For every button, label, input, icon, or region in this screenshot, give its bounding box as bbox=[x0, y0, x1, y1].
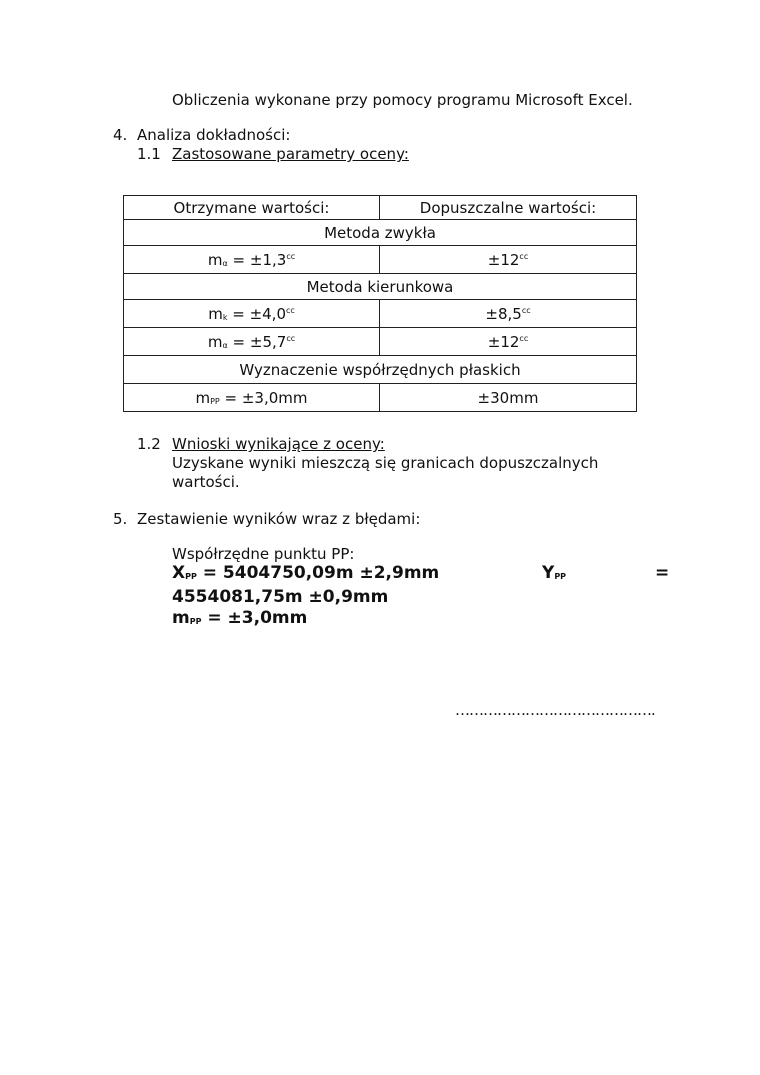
section-5-number: 5. bbox=[113, 510, 128, 528]
table-row bbox=[124, 300, 637, 328]
table-row bbox=[124, 384, 637, 412]
table-group-row bbox=[124, 274, 637, 300]
signature-line: ……………………………………. bbox=[455, 701, 655, 719]
group-title: Wyznaczenie współrzędnych płaskich bbox=[124, 356, 637, 384]
parameters-table bbox=[123, 195, 637, 412]
mean-error: $m_{PP} = \pm 3,0mm$ bbox=[172, 608, 308, 628]
subsection-1-1-number: 1.1 bbox=[137, 145, 161, 163]
header-received: Otrzymane wartości: bbox=[124, 196, 380, 220]
subsection-1-1-title: Zastosowane parametry oceny: bbox=[172, 145, 409, 163]
allowed-value: $\pm 12^{cc}$ bbox=[380, 328, 637, 356]
allowed-value: $\pm 12^{cc}$ bbox=[380, 246, 637, 274]
conclusion-line-1: Uzyskane wyniki mieszczą się granicach dopuszczalnych bbox=[172, 454, 599, 472]
y-equals-sign: = bbox=[655, 563, 670, 583]
received-value: $m_\alpha = \pm 5,7^{cc}$ bbox=[124, 328, 380, 356]
section-4-title: Analiza dokładności: bbox=[137, 126, 291, 144]
table-header-row bbox=[124, 196, 637, 220]
table-row bbox=[124, 328, 637, 356]
allowed-value: ±30mm bbox=[380, 384, 637, 412]
x-coordinate: $X_{PP} = 5404750,09m \pm 2,9mm$ bbox=[172, 563, 440, 583]
section-4-number: 4. bbox=[113, 126, 128, 144]
received-value: $m_{PP} = \pm 3,0mm$ bbox=[124, 384, 380, 412]
table-group-row bbox=[124, 356, 637, 384]
received-value: $m_\alpha = \pm 1,3^{cc}$ bbox=[124, 246, 380, 274]
group-title: Metoda kierunkowa bbox=[124, 274, 637, 300]
table-group-row bbox=[124, 220, 637, 246]
coordinates-label: Współrzędne punktu PP: bbox=[172, 545, 355, 563]
subsection-1-2-number: 1.2 bbox=[137, 435, 161, 453]
subsection-1-2-title: Wnioski wynikające z oceny: bbox=[172, 435, 385, 453]
y-coordinate-value: 4554081,75m ±0,9mm bbox=[172, 587, 389, 607]
intro-text: Obliczenia wykonane przy pomocy programu Microsoft Excel. bbox=[172, 91, 633, 109]
section-5-title: Zestawienie wyników wraz z błędami: bbox=[137, 510, 421, 528]
y-coordinate-label: $Y_{PP}$ bbox=[542, 563, 567, 583]
allowed-value: ±8,5$^{cc}$ bbox=[380, 300, 637, 328]
header-allowed: Dopuszczalne wartości: bbox=[380, 196, 637, 220]
table-row bbox=[124, 246, 637, 274]
received-value: $m_k = \pm 4,0^{cc}$ bbox=[124, 300, 380, 328]
group-title: Metoda zwykła bbox=[124, 220, 637, 246]
conclusion-line-2: wartości. bbox=[172, 473, 240, 491]
